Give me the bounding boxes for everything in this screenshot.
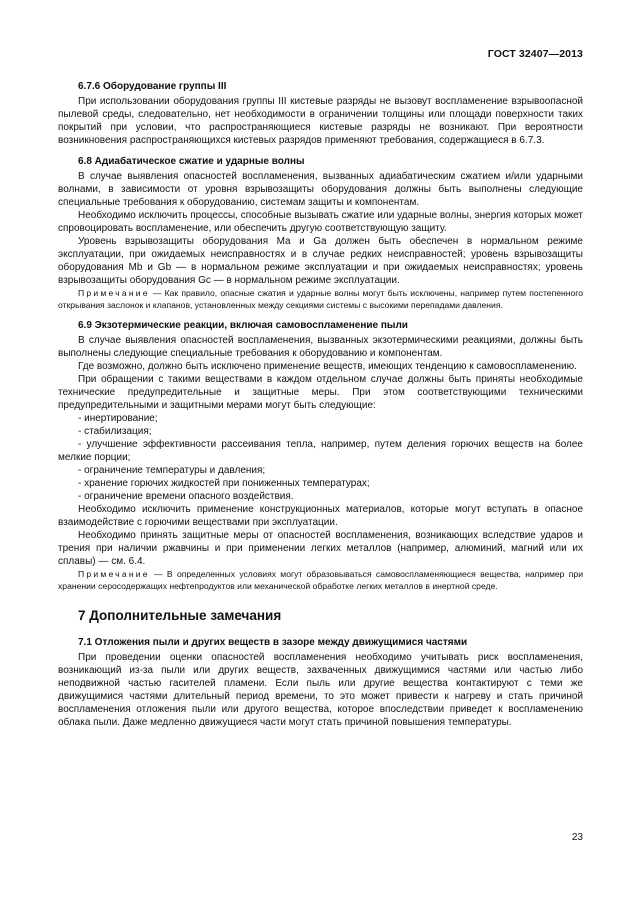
note-label: Примечание [78,569,150,579]
list-item: - хранение горючих жидкостей при пониженных температурах; [78,478,370,489]
section-6-7-6-heading: 6.7.6 Оборудование группы III [78,81,227,92]
list-item: - улучшение эффективности рассеивания тепла, например, путем деления горючих веществ на более мелкие порции; [58,439,583,463]
note-label: Примечание [78,288,150,298]
page-content [58,80,583,729]
list-item: - ограничение времени опасного воздействия. [78,491,294,502]
list-item: - инертирование; [78,413,158,424]
page-number: 23 [571,832,583,843]
note [58,568,583,592]
paragraph: Необходимо исключить процессы, способные вызывать сжатие или ударные волны, энергия которых может спровоцировать воспламенение, или обеспечить другую соответствующую защиту. [58,210,583,234]
document-header: ГОСТ 32407—2013 [487,48,583,60]
section-6-8-heading: 6.8 Адиабатическое сжатие и ударные волны [78,156,305,167]
section-6-9-heading: 6.9 Экзотермические реакции, включая самовоспламенение пыли [78,320,408,331]
paragraph: При обращении с такими веществами в каждом отдельном случае должны быть приняты необходимые технические предупредительные и защитные меры. При этом соответствующими техническими предупредительными и защитными мерами могут быть следующие: [58,374,583,411]
note [58,287,583,311]
note-text: — В определенных условиях могут образовываться самовоспламеняющиеся вещества, например при хранении серосодержащих нефтепродуктов или механической обработке легких металлов в инертной среде. [58,569,583,591]
paragraph: Необходимо исключить применение конструкционных материалов, которые могут вступать в опасное взаимодействие с горючими веществами при эксплуатации. [58,504,583,528]
list-item: - стабилизация; [78,426,152,437]
section-7-1-heading: 7.1 Отложения пыли и других веществ в зазоре между движущимися частями [78,637,468,648]
paragraph: При проведении оценки опасностей воспламенения необходимо учитывать риск воспламенения, возникающий из-за пыли или других веществ, захваченных движущимися частями или частью либо неподвижной частью гасителей пламени. Если пыль или другие вещества контактируют с теми же движущимися частями длительный период времени, то это может привести к нагреву и стать причиной воспламенения отложения пыли или другого вещества, которое впоследствии приведет к воспламенению облака пыли. Даже медленно движущиеся части могут стать причиной повышения температуры. [58,652,583,728]
paragraph: Необходимо принять защитные меры от опасностей воспламенения, возникающих вследствие ударов и трения при наличии ржавчины и при применении легких металлов (например, алюминий, магний или их сплавы) — см. 6.4. [58,530,583,567]
list-item: - ограничение температуры и давления; [78,465,266,476]
paragraph: В случае выявления опасностей воспламенения, вызванных адиабатическим сжатием и/или ударными волнами, в зависимости от уровня взрывозащиты оборудования должны быть выполнены следующие специальные требования к оборудованию, системам защиты и компонентам. [58,171,583,208]
paragraph: В случае выявления опасностей воспламенения, вызванных экзотермическими реакциями, должны быть выполнены следующие специальные требования к оборудованию и компонентам. [58,335,583,359]
paragraph: Где возможно, должно быть исключено применение веществ, имеющих тенденцию к самовоспламенению. [78,361,577,372]
section-7-heading: 7 Дополнительные замечания [78,608,282,623]
note-text: — Как правило, опасные сжатия и ударные волны могут быть исключены, например путем постепенного открывания заслонок и клапанов, установленных между секциями системы с высокими перепадами давления. [58,288,584,310]
paragraph: Уровень взрывозащиты оборудования Ma и Ga должен быть обеспечен в нормальном режиме эксплуатации, при ожидаемых неисправностях и в случае редких неисправностей; уровень взрывозащиты оборудования Mb и Gb — в нормальном режиме эксплуатации и при ожидаемых неисправностях; уровень взрывозащиты оборудования Gc — в нормальном режиме эксплуатации. [58,236,583,286]
paragraph: При использовании оборудования группы III кистевые разряды не вызовут воспламенение взрывоопасной пылевой среды, следовательно, нет необходимости в ограничении толщины или площади поверхности таких покрытий при условии, что распространяющиеся кистевые разряды не возникают. При вероятности возникновения распространяющихся кистевых разрядов применяют требования, содержащиеся в 6.7.3. [58,96,583,146]
